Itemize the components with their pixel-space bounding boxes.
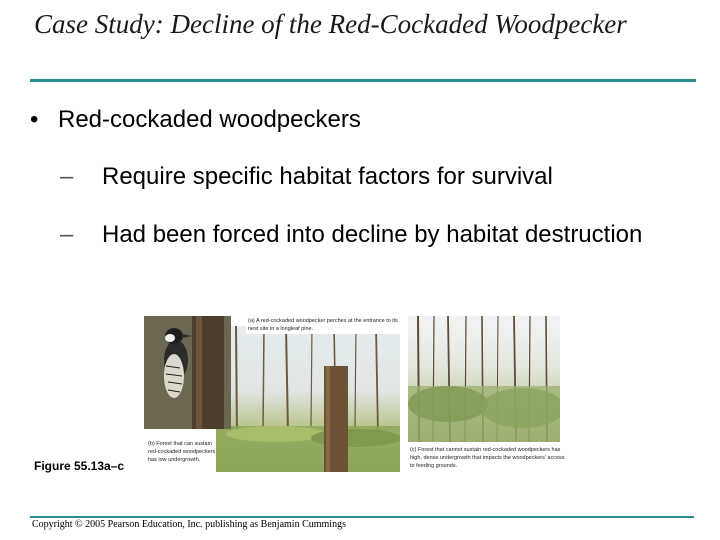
photo-open-pine-forest	[216, 326, 400, 472]
caption-c: (c) Forest that cannot sustain red-cockaded woodpeckers has high, dense undergrowth that impacts the woodpeckers' access to feeding grounds.	[410, 447, 565, 469]
caption-b: (b) Forest that can sustain red-cockaded woodpeckers has low undergrowth.	[148, 441, 216, 463]
title-divider	[30, 79, 696, 82]
photo-woodpecker	[144, 316, 231, 429]
bullet-point	[30, 105, 361, 135]
sub-point-text: Had been forced into decline by habitat destruction	[102, 221, 643, 248]
dash-symbol: –	[60, 163, 74, 190]
bullet-symbol: •	[30, 106, 39, 133]
figure-label: Figure 55.13a–c	[34, 459, 125, 473]
bullet-text: Red-cockaded woodpeckers	[58, 106, 361, 133]
dash-symbol: –	[60, 221, 74, 248]
photo-dense-forest	[408, 316, 560, 442]
slide-title: Case Study: Decline of the Red-Cockaded Woodpecker	[34, 9, 627, 39]
caption-a: (a) A red-cockaded woodpecker perches at the entrance to its nest site in a longleaf pine.	[246, 316, 408, 334]
sub-point-text: Require specific habitat factors for survival	[102, 163, 553, 190]
copyright-notice: Copyright © 2005 Pearson Education, Inc. publishing as Benjamin Cummings	[32, 519, 346, 530]
